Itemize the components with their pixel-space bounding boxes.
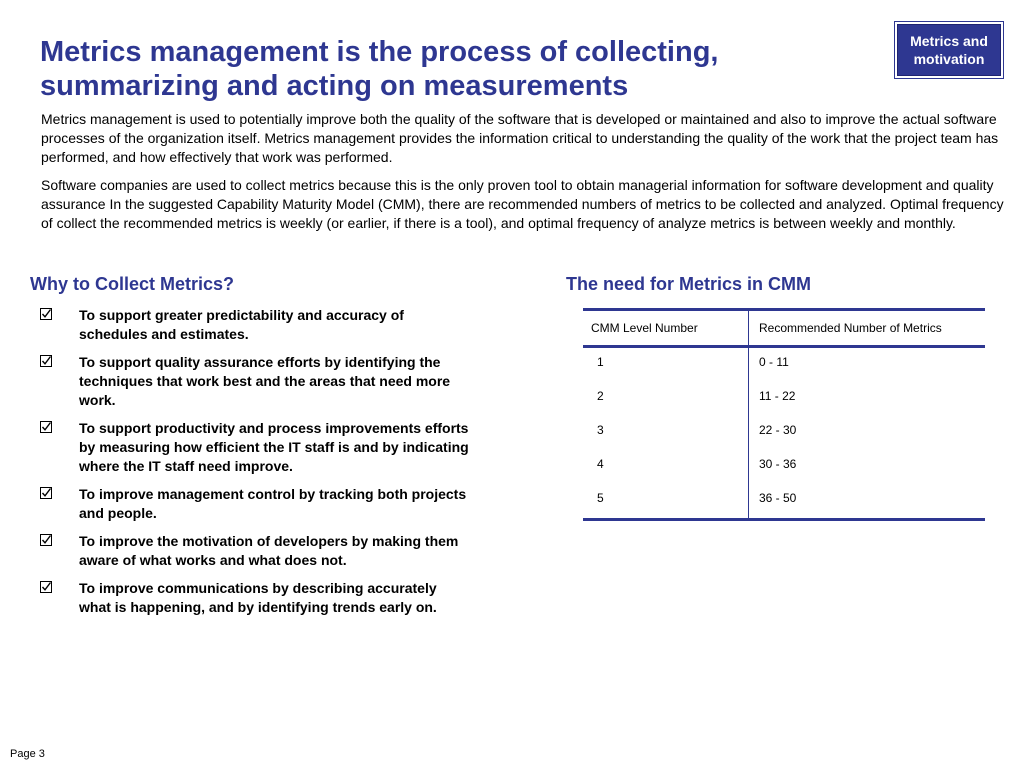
cell-metrics: 22 - 30 (759, 423, 797, 437)
page-title: Metrics management is the process of collecting, summarizing and acting on measurements (40, 36, 719, 102)
reason-text: To support greater predictability and accuracy of schedules and estimates. (79, 307, 404, 342)
page-number: Page 3 (10, 748, 45, 760)
cell-level: 5 (583, 484, 749, 520)
cell-level: 3 (583, 416, 749, 450)
reason-text: To improve communications by describing accurately what is happening, and by identifying trends early on. (79, 580, 437, 615)
reasons-list (40, 306, 470, 626)
cell-metrics: 30 - 36 (759, 457, 797, 471)
checkbox-checked-icon (40, 487, 52, 499)
cell-level: 2 (583, 382, 749, 416)
table-row (583, 416, 985, 450)
checkbox-checked-icon (40, 421, 52, 433)
table-row (583, 450, 985, 484)
list-item (40, 353, 470, 410)
checkbox-checked-icon (40, 308, 52, 320)
table-row (583, 347, 985, 383)
table-header-row (583, 310, 985, 347)
cell-level: 4 (583, 450, 749, 484)
table-row (583, 484, 985, 520)
slide-section-tag: Metrics and motivation (897, 24, 1001, 76)
cell-level: 1 (583, 347, 749, 383)
intro-paragraph-2: Software companies are used to collect metrics because this is the only proven tool to obtain managerial information for software development and quality assurance In the suggested Capability Maturity Model (CMM), there are recommended numbers of metrics to be collected and analyzed. Optimal frequency of collect the recommended metrics is weekly (or earlier, if there is a tool), and optimal frequency of analyze metrics is between weekly and monthly. (41, 177, 1004, 231)
cell-metrics: 0 - 11 (759, 355, 789, 369)
table-row (583, 382, 985, 416)
cmm-metrics-heading: The need for Metrics in CMM (566, 274, 812, 294)
list-item (40, 532, 470, 570)
checkbox-checked-icon (40, 355, 52, 367)
reason-text: To support productivity and process improvements efforts by measuring how efficient the IT staff is and by indicating where the IT staff need improve. (79, 420, 469, 474)
checkbox-checked-icon (40, 534, 52, 546)
why-collect-heading: Why to Collect Metrics? (30, 274, 235, 294)
cell-metrics: 11 - 22 (759, 389, 796, 403)
list-item (40, 485, 470, 523)
column-header-metrics: Recommended Number of Metrics (759, 321, 942, 335)
reason-text: To support quality assurance efforts by identifying the techniques that work best and the areas that need more work. (79, 354, 451, 408)
intro-paragraph-1: Metrics management is used to potentially improve both the quality of the software that is developed or maintained and also to improve the actual software processes of the organization itself. Metrics management provides the information critical to understanding the quality of the work that the project team has performed, and how effectively that work was performed. (41, 111, 999, 165)
list-item (40, 306, 470, 344)
reason-text: To improve the motivation of developers by making them aware of what works and what does not. (79, 533, 459, 568)
cmm-metrics-table (583, 308, 985, 521)
column-header-level: CMM Level Number (583, 310, 749, 347)
cell-metrics: 36 - 50 (759, 491, 797, 505)
list-item (40, 579, 470, 617)
intro-text (41, 110, 1006, 242)
list-item (40, 419, 470, 476)
reason-text: To improve management control by tracking both projects and people. (79, 486, 467, 521)
checkbox-checked-icon (40, 581, 52, 593)
